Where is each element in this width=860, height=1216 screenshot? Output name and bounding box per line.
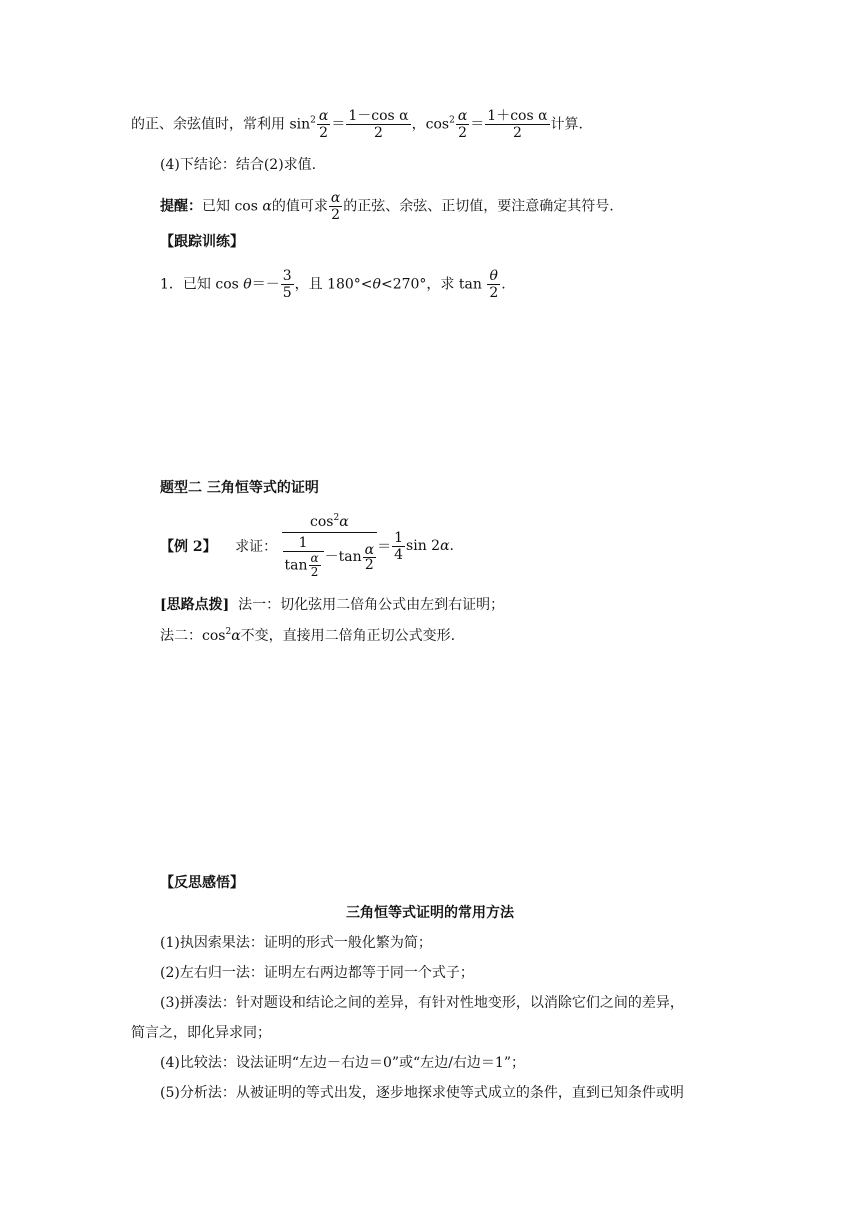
section-heading-follow: 【跟踪训练】 bbox=[160, 234, 244, 250]
example-2: 【例 2】 求证： $\cos^2\alpha$ 1 tan $\frac{\alpha}{2}$ －tan $\frac{\alpha}{2}$ ＝ $\frac{1}{4}$ sin 2α. bbox=[160, 513, 454, 579]
step-4-text: (4)下结论：结合(2)求值. bbox=[160, 157, 317, 173]
three-fifths-fraction: $\frac{3}{5}$ bbox=[282, 268, 292, 301]
reflect-title: 三角恒等式证明的常用方法 bbox=[346, 905, 514, 921]
quarter-fraction: $\frac{1}{4}$ bbox=[394, 529, 404, 563]
method-4: (4)比较法：设法证明“左边－右边＝0”或“左边/右边＝1”； bbox=[160, 1055, 525, 1071]
method-2: (2)左右归一法：证明左右两边都等于同一个式子； bbox=[160, 965, 474, 981]
hint-line-2: 法二：$\cos^2\alpha$不变，直接用二倍角正切公式变形. bbox=[160, 627, 456, 644]
method-1: (1)执因索果法：证明的形式一般化繁为简； bbox=[160, 935, 432, 951]
reminder-line: 提醒：已知 cos α的值可求 $\frac{\alpha}{2}$ 的正弦、余弦、正切值，要注意确定其符号. bbox=[160, 190, 614, 223]
one-over-tan-fraction: 1 tan $\frac{\alpha}{2}$ bbox=[283, 535, 324, 579]
proof-lhs-fraction: $\cos^2\alpha$ 1 tan $\frac{\alpha}{2}$ －tan $\frac{\alpha}{2}$ bbox=[282, 513, 378, 579]
question-1: 1．已知 cos θ＝－ $\frac{3}{5}$ ，且 180°<θ<270°，求 tan $\frac{\theta}{2}$ . bbox=[160, 268, 506, 301]
one-minus-cos-fraction: $\frac{\text{1－cos α}}{2}$ bbox=[348, 108, 409, 141]
method-3-cont: 简言之，即化异求同； bbox=[131, 1025, 271, 1041]
one-plus-cos-fraction: $\frac{\text{1＋cos α}}{2}$ bbox=[487, 108, 548, 141]
alpha-over-2-fraction: $\frac{\alpha}{2}$ bbox=[318, 108, 329, 141]
alpha-over-2-fraction: $\frac{\alpha}{2}$ bbox=[330, 190, 341, 223]
method-5: (5)分析法：从被证明的等式出发，逐步地探求使等式成立的条件，直到已知条件或明 bbox=[160, 1085, 684, 1101]
section-heading-reflect: 【反思感悟】 bbox=[160, 875, 244, 891]
alpha-over-2-fraction: $\frac{\alpha}{2}$ bbox=[457, 108, 468, 141]
method-3: (3)拼凑法：针对题设和结论之间的差异，有针对性地变形，以消除它们之间的差异， bbox=[160, 995, 684, 1011]
theta-over-2-fraction: $\frac{\theta}{2}$ bbox=[489, 268, 499, 301]
hint-line-1: [思路点拨] 法一：切化弦用二倍角公式由左到右证明； bbox=[160, 597, 505, 613]
section-heading-type-2: 题型二 三角恒等式的证明 bbox=[160, 480, 319, 496]
formula-line: 的正、余弦值时，常利用 $\sin^2$ $\frac{\alpha}{2}$ ＝ $\frac{\text{1－cos α}}{2}$ ，$\cos^2$ $\frac{\alpha}{2}$ ＝ $\frac{\text{1＋cos α}}{2}$ 计算. bbox=[131, 108, 583, 141]
